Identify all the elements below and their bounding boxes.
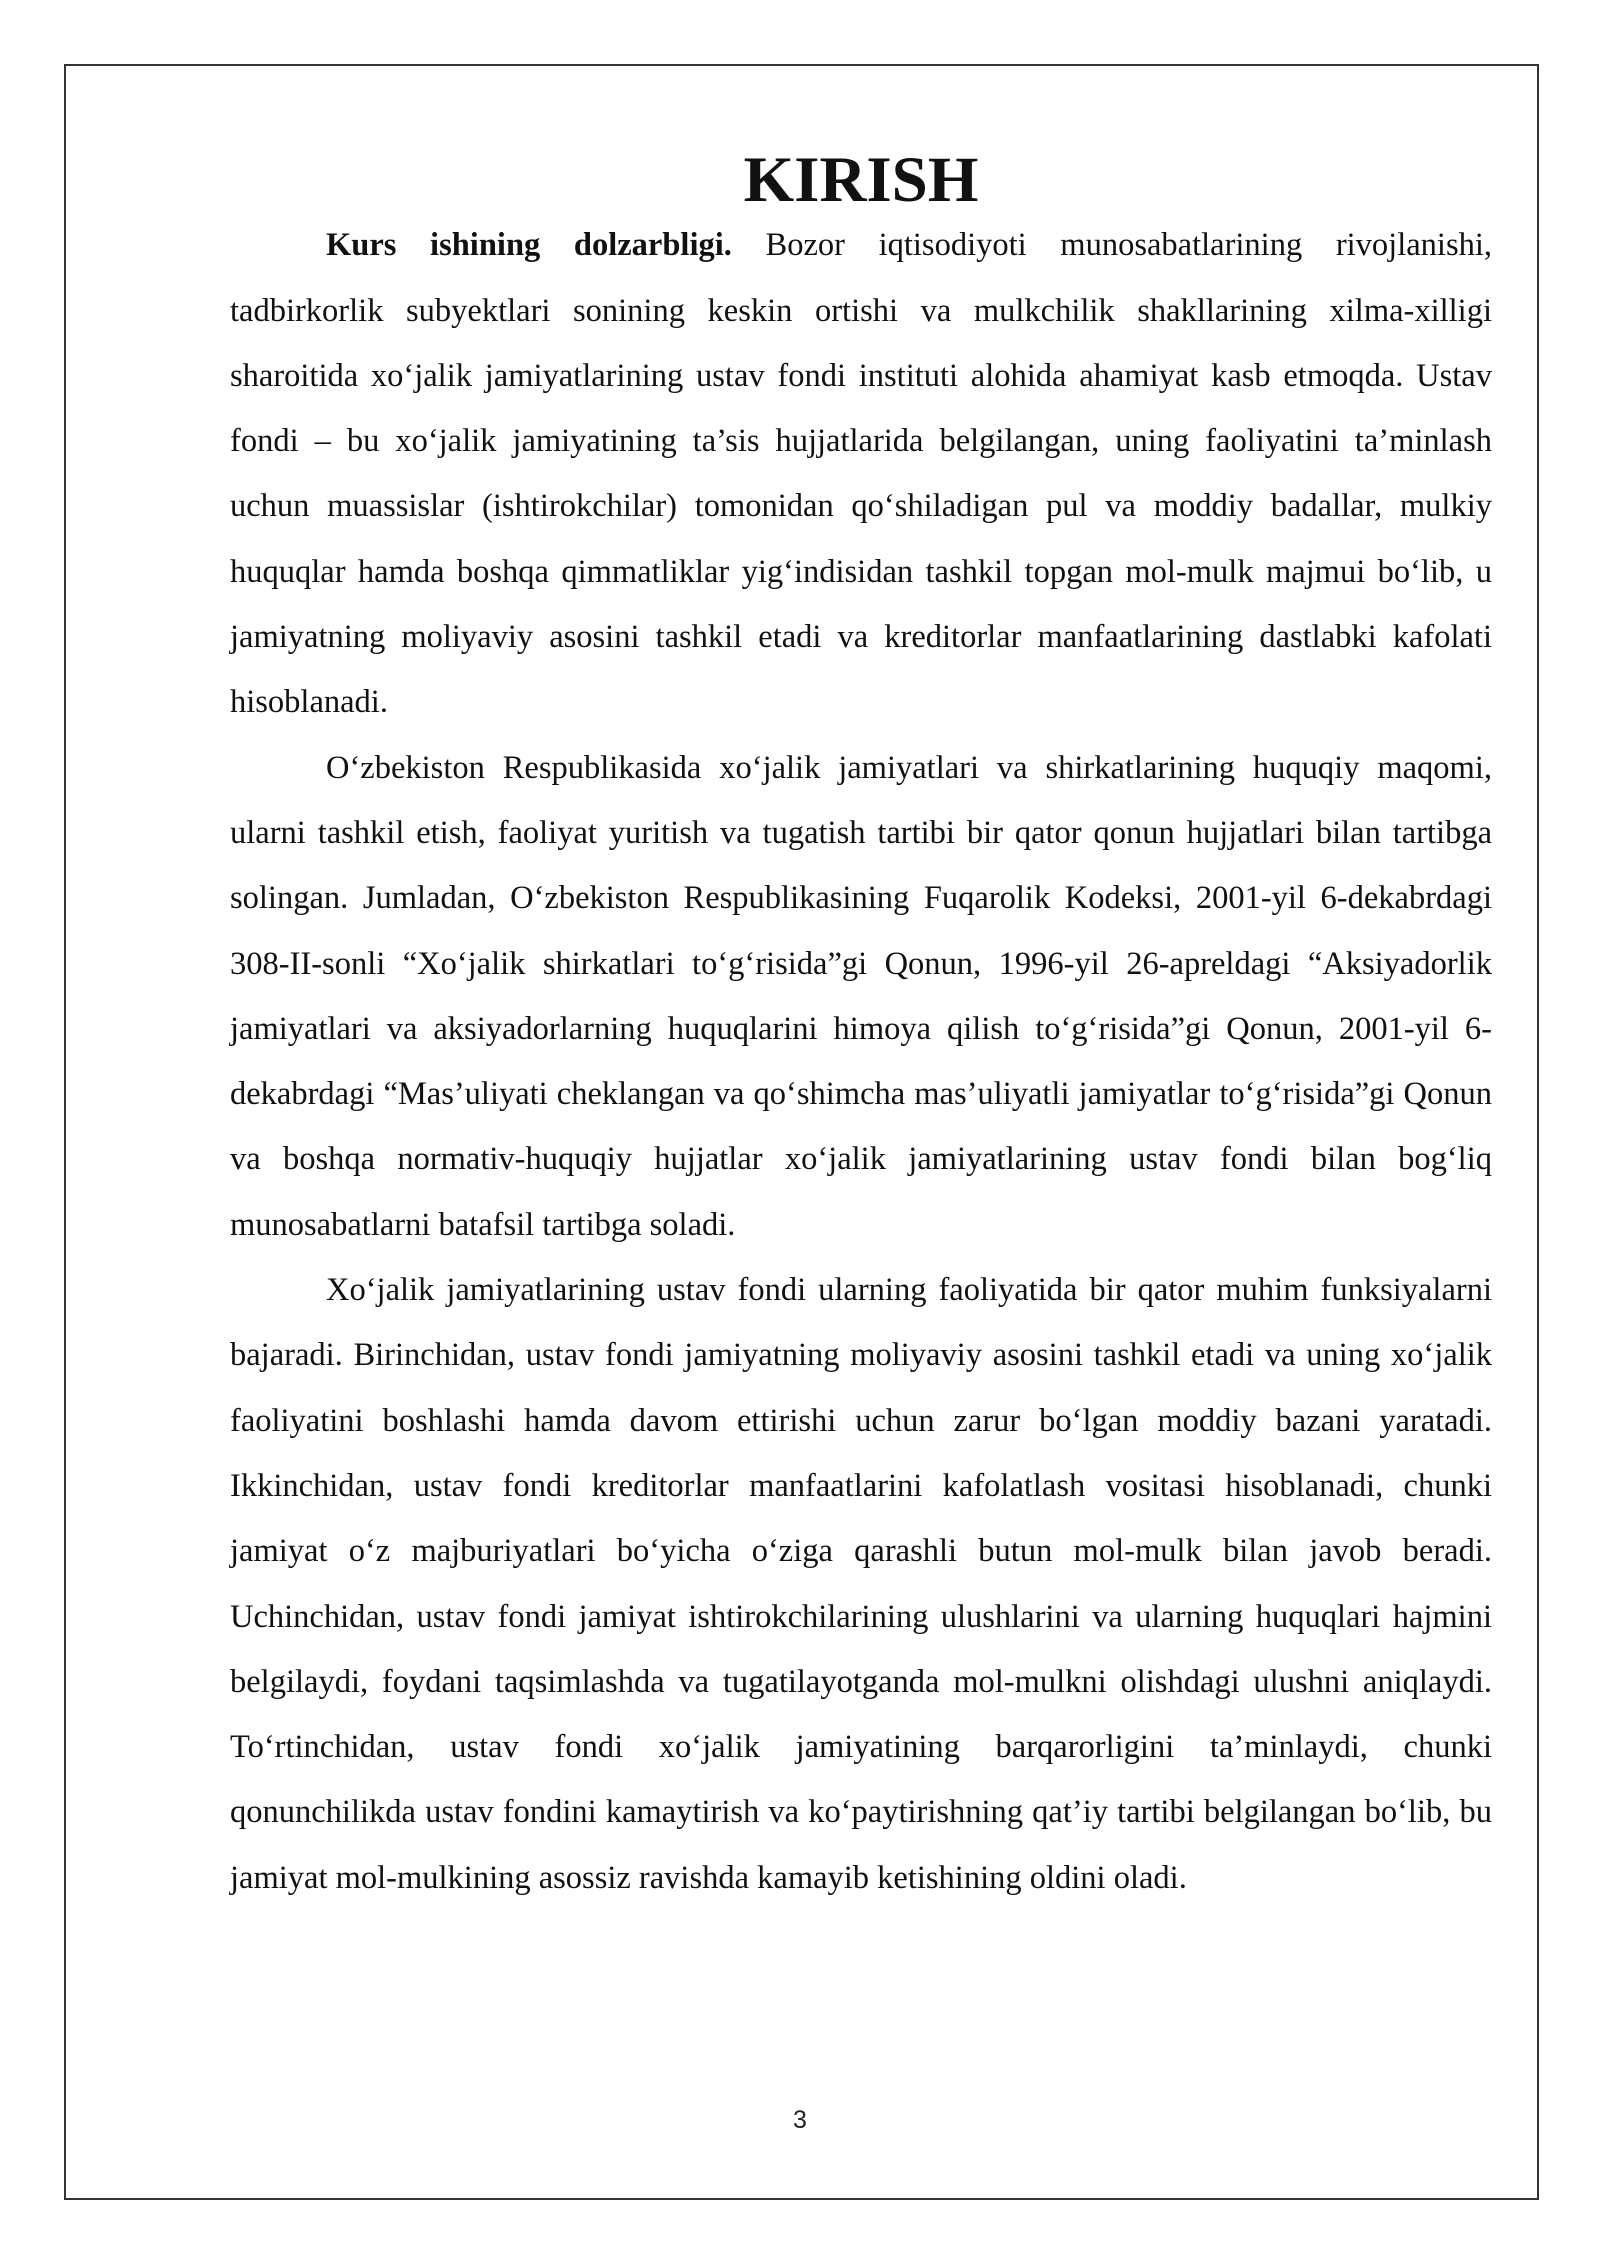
paragraph-lead: Kurs ishining dolzarbligi.	[326, 227, 732, 264]
paragraph-legislation	[230, 736, 1492, 1258]
page-number: 3	[793, 2106, 807, 2134]
paragraph-text: O‘zbekiston Respublikasida xo‘jalik jamiyatlari va shirkatlarining huquqiy maqomi, ularni tashkil etish, faoliyat yuritish va tugatish tartibi bir qator qonun hujjatlari bilan tartibga solingan. Jumladan, O‘zbekiston Respublikasining Fuqarolik Kodeksi, 2001-yil 6-dekabrdagi 308-II-sonli “Xo‘jalik shirkatlari to‘g‘risida”gi Qonun, 1996-yil 26-apreldagi “Aksiyadorlik jamiyatlari va aksiyadorlarning huquqlarini himoya qilish to‘g‘risida”gi Qonun, 2001-yil 6-dekabrdagi “Mas’uliyati cheklangan va qo‘shimcha mas’uliyatli jamiyatlar to‘g‘risida”gi Qonun va boshqa normativ-huquqiy hujjatlar xo‘jalik jamiyatlarining ustav fondi bilan bog‘liq munosabatlarni batafsil tartibga soladi.	[230, 749, 1492, 1243]
paragraph-text: Bozor iqtisodiyoti munosabatlarining rivojlanishi, tadbirkorlik subyektlari sonining keskin ortishi va mulkchilik shakllarining xilma-xilligi sharoitida xo‘jalik jamiyatlarining ustav fondi instituti alohida ahamiyat kasb etmoqda. Ustav fondi – bu xo‘jalik jamiyatining ta’sis hujjatlarida belgilangan, uning faoliyatini ta’minlash uchun muassislar (ishtirokchilar) tomonidan qo‘shiladigan pul va moddiy badallar, mulkiy huquqlar hamda boshqa qimmatliklar yig‘indisidan tashkil topgan mol-mulk majmui bo‘lib, u jamiyatning moliyaviy asosini tashkil etadi va kreditorlar manfaatlarining dastlabki kafolati hisoblanadi.	[230, 227, 1492, 721]
document-body	[230, 144, 1492, 1911]
page-title: KIRISH	[743, 144, 979, 216]
paragraph-functions	[230, 1258, 1492, 1911]
paragraph-relevance	[230, 213, 1492, 735]
paragraph-text: Xo‘jalik jamiyatlarining ustav fondi ularning faoliyatida bir qator muhim funksiyalarni bajaradi. Birinchidan, ustav fondi jamiyatning moliyaviy asosini tashkil etadi va uning xo‘jalik faoliyatini boshlashi hamda davom ettirishi uchun zarur bo‘lgan moddiy bazani yaratadi. Ikkinchidan, ustav fondi kreditorlar manfaatlarini kafolatlash vositasi hisoblanadi, chunki jamiyat o‘z majburiyatlari bo‘yicha o‘ziga qarashli butun mol-mulk bilan javob beradi. Uchinchidan, ustav fondi jamiyat ishtirokchilarining ulushlarini va ularning huquqlari hajmini belgilaydi, foydani taqsimlashda va tugatilayotganda mol-mulkni olishdagi ulushni aniqlaydi. To‘rtinchidan, ustav fondi xo‘jalik jamiyatining barqarorligini ta’minlaydi, chunki qonunchilikda ustav fondini kamaytirish va ko‘paytirishning qat’iy tartibi belgilangan bo‘lib, bu jamiyat mol-mulkining asossiz ravishda kamayib ketishining oldini oladi.	[230, 1272, 1492, 1896]
